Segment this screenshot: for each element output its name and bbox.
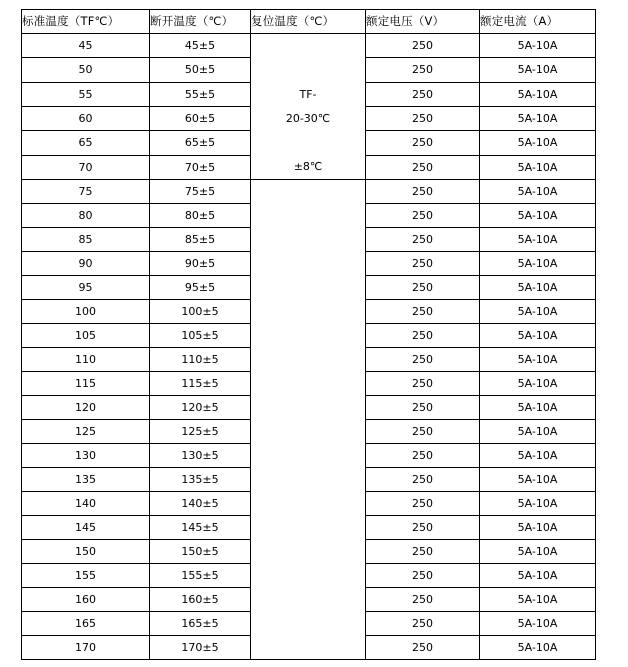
cutoff-temp-cell: 95±5: [150, 276, 251, 300]
rated-voltage-cell: 250: [366, 588, 480, 612]
rated-voltage-cell: 250: [366, 180, 480, 204]
cutoff-temp-cell: 155±5: [150, 564, 251, 588]
rated-voltage-cell: 250: [366, 300, 480, 324]
standard-temp-cell: 55: [22, 82, 150, 106]
rated-current-cell: 5A-10A: [480, 420, 596, 444]
rated-voltage-cell: 250: [366, 516, 480, 540]
standard-temp-cell: 50: [22, 58, 150, 82]
cutoff-temp-cell: 170±5: [150, 636, 251, 660]
cutoff-temp-cell: 165±5: [150, 612, 251, 636]
standard-temp-cell: 75: [22, 180, 150, 204]
standard-temp-cell: 120: [22, 396, 150, 420]
rated-current-cell: 5A-10A: [480, 155, 596, 179]
cutoff-temp-cell: 110±5: [150, 348, 251, 372]
rated-current-cell: 5A-10A: [480, 372, 596, 396]
cutoff-temp-cell: 120±5: [150, 396, 251, 420]
header-standard-temp: 标准温度（TF℃）: [22, 10, 150, 34]
rated-current-cell: 5A-10A: [480, 34, 596, 58]
rated-current-cell: 5A-10A: [480, 180, 596, 204]
rated-voltage-cell: 250: [366, 324, 480, 348]
rated-current-cell: 5A-10A: [480, 82, 596, 106]
rated-current-cell: 5A-10A: [480, 324, 596, 348]
rated-voltage-cell: 250: [366, 228, 480, 252]
rated-current-cell: 5A-10A: [480, 612, 596, 636]
standard-temp-cell: 95: [22, 276, 150, 300]
standard-temp-cell: 60: [22, 106, 150, 130]
rated-voltage-cell: 250: [366, 636, 480, 660]
rated-current-cell: 5A-10A: [480, 468, 596, 492]
rated-current-cell: 5A-10A: [480, 228, 596, 252]
cutoff-temp-cell: 105±5: [150, 324, 251, 348]
rated-voltage-cell: 250: [366, 204, 480, 228]
standard-temp-cell: 115: [22, 372, 150, 396]
standard-temp-cell: 135: [22, 468, 150, 492]
cutoff-temp-cell: 145±5: [150, 516, 251, 540]
rated-current-cell: 5A-10A: [480, 564, 596, 588]
cutoff-temp-cell: 90±5: [150, 252, 251, 276]
header-rated-current: 额定电流（A）: [480, 10, 596, 34]
cutoff-temp-cell: 70±5: [150, 155, 251, 179]
rated-current-cell: 5A-10A: [480, 588, 596, 612]
standard-temp-cell: 80: [22, 204, 150, 228]
table-row: [22, 180, 596, 204]
cutoff-temp-cell: 100±5: [150, 300, 251, 324]
reset-temp-line-2: 20-30℃: [285, 112, 331, 125]
cutoff-temp-cell: 85±5: [150, 228, 251, 252]
rated-voltage-cell: 250: [366, 540, 480, 564]
rated-current-cell: 5A-10A: [480, 58, 596, 82]
rated-current-cell: 5A-10A: [480, 540, 596, 564]
reset-temp-line-1: TF-: [299, 88, 317, 101]
standard-temp-cell: 90: [22, 252, 150, 276]
standard-temp-cell: 170: [22, 636, 150, 660]
rated-voltage-cell: 250: [366, 155, 480, 179]
rated-current-cell: 5A-10A: [480, 204, 596, 228]
table-body: [22, 10, 596, 660]
cutoff-temp-cell: 45±5: [150, 34, 251, 58]
cutoff-temp-cell: 160±5: [150, 588, 251, 612]
cutoff-temp-cell: 125±5: [150, 420, 251, 444]
standard-temp-cell: 65: [22, 131, 150, 155]
rated-voltage-cell: 250: [366, 131, 480, 155]
standard-temp-cell: 155: [22, 564, 150, 588]
standard-temp-cell: 45: [22, 34, 150, 58]
rated-current-cell: 5A-10A: [480, 636, 596, 660]
rated-current-cell: 5A-10A: [480, 252, 596, 276]
rated-voltage-cell: 250: [366, 564, 480, 588]
rated-voltage-cell: 250: [366, 276, 480, 300]
rated-current-cell: 5A-10A: [480, 131, 596, 155]
cutoff-temp-cell: 80±5: [150, 204, 251, 228]
standard-temp-cell: 100: [22, 300, 150, 324]
standard-temp-cell: 70: [22, 155, 150, 179]
cutoff-temp-cell: 115±5: [150, 372, 251, 396]
rated-voltage-cell: 250: [366, 106, 480, 130]
rated-current-cell: 5A-10A: [480, 348, 596, 372]
rated-voltage-cell: 250: [366, 252, 480, 276]
rated-voltage-cell: 250: [366, 82, 480, 106]
rated-voltage-cell: 250: [366, 34, 480, 58]
header-cutoff-temp: 断开温度（℃）: [150, 10, 251, 34]
rated-current-cell: 5A-10A: [480, 492, 596, 516]
rated-current-cell: 5A-10A: [480, 106, 596, 130]
table-header-row: [22, 10, 596, 34]
rated-voltage-cell: 250: [366, 444, 480, 468]
rated-current-cell: 5A-10A: [480, 444, 596, 468]
cutoff-temp-cell: 130±5: [150, 444, 251, 468]
standard-temp-cell: 125: [22, 420, 150, 444]
reset-temp-line-3: ±8℃: [293, 160, 323, 173]
standard-temp-cell: 130: [22, 444, 150, 468]
rated-voltage-cell: 250: [366, 348, 480, 372]
cutoff-temp-cell: 65±5: [150, 131, 251, 155]
cutoff-temp-cell: 55±5: [150, 82, 251, 106]
reset-temp-blank-cell: [251, 180, 366, 660]
standard-temp-cell: 105: [22, 324, 150, 348]
cutoff-temp-cell: 60±5: [150, 106, 251, 130]
rated-voltage-cell: 250: [366, 372, 480, 396]
standard-temp-cell: 85: [22, 228, 150, 252]
rated-voltage-cell: 250: [366, 612, 480, 636]
rated-voltage-cell: 250: [366, 420, 480, 444]
standard-temp-cell: 110: [22, 348, 150, 372]
standard-temp-cell: 140: [22, 492, 150, 516]
rated-voltage-cell: 250: [366, 468, 480, 492]
cutoff-temp-cell: 150±5: [150, 540, 251, 564]
header-rated-voltage: 额定电压（V）: [366, 10, 480, 34]
thermostat-spec-table: [21, 9, 596, 660]
cutoff-temp-cell: 75±5: [150, 180, 251, 204]
rated-voltage-cell: 250: [366, 58, 480, 82]
cutoff-temp-cell: 50±5: [150, 58, 251, 82]
rated-current-cell: 5A-10A: [480, 300, 596, 324]
header-reset-temp: 复位温度（℃）: [251, 10, 366, 34]
cutoff-temp-cell: 135±5: [150, 468, 251, 492]
standard-temp-cell: 160: [22, 588, 150, 612]
rated-current-cell: 5A-10A: [480, 516, 596, 540]
table-row: [22, 34, 596, 58]
cutoff-temp-cell: 140±5: [150, 492, 251, 516]
reset-temp-merged-cell: [251, 34, 366, 180]
rated-voltage-cell: 250: [366, 396, 480, 420]
standard-temp-cell: 150: [22, 540, 150, 564]
rated-current-cell: 5A-10A: [480, 396, 596, 420]
standard-temp-cell: 165: [22, 612, 150, 636]
standard-temp-cell: 145: [22, 516, 150, 540]
rated-current-cell: 5A-10A: [480, 276, 596, 300]
rated-voltage-cell: 250: [366, 492, 480, 516]
